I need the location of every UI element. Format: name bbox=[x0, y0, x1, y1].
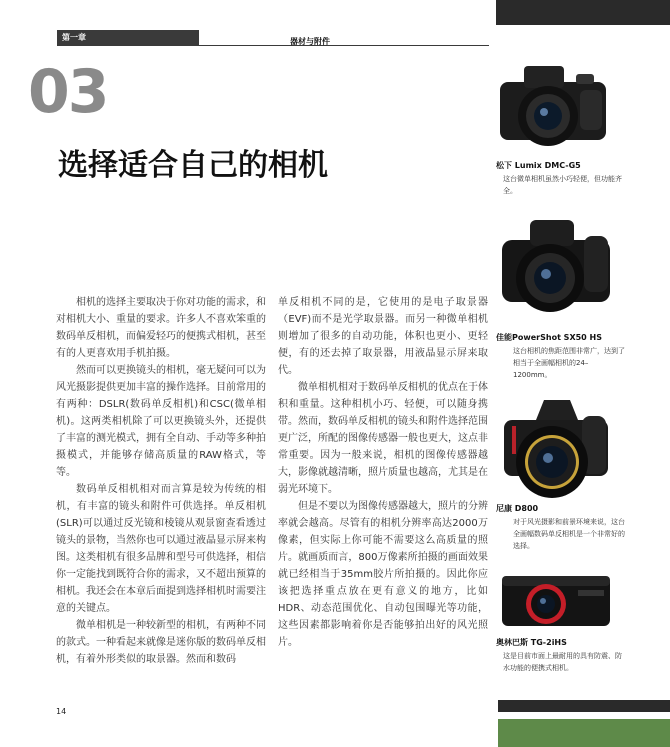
chapter-label: 第一章 bbox=[62, 33, 86, 42]
camera-description: 这台微单相机虽然小巧轻便，但功能齐全。 bbox=[503, 175, 622, 195]
page-title: 选择适合自己的相机 bbox=[58, 148, 328, 183]
camera-description: 这台相机的焦距范围非常广，达到了相当于全画幅相机的24–1200mm。 bbox=[513, 347, 625, 379]
header-dark-bar bbox=[496, 0, 670, 25]
camera-name: 佳能PowerShot SX50 HS bbox=[496, 333, 602, 342]
camera-description: 对于风光摄影和前景环境来说，这台全画幅数码单反相机是一个非常好的选择。 bbox=[513, 518, 625, 550]
camera-name: 尼康 D800 bbox=[496, 504, 539, 513]
camera-photo-nikon bbox=[496, 396, 616, 500]
paragraph: 微单相机相对于数码单反相机的优点在于体积和重量。这种相机小巧、轻便，可以随身携带。然而，数码单反相机的镜头和附件选择范围更广泛，所配的图像传感器一般也更大，这点非常重要。因为一般来说，相机的图像传感器越大，影像就越清晰，照片质量也越高，尤其是在弱光环境下。 bbox=[278, 382, 488, 495]
text-column-1 bbox=[56, 294, 266, 668]
text-column-2 bbox=[278, 294, 488, 651]
paragraph: 微单相机是一种较新型的相机，有两种不同的款式。一种看起来就像是迷你版的数码单反相机，有着外形类似的取景器。然而和数码 bbox=[56, 620, 266, 665]
section-label: 器材与附件 bbox=[290, 37, 330, 46]
camera-photo-olympus bbox=[496, 570, 616, 632]
footer-green-bar bbox=[498, 719, 670, 747]
paragraph: 单反相机不同的是，它使用的是电子取景器（EVF)而不是光学取景器。而另一种微单相机则增加了很多的自动功能，体积也更小、更轻便，有的还去掉了取景器，用液晶显示屏来取代。 bbox=[278, 297, 488, 376]
paragraph: 数码单反相机相对而言算是较为传统的相机，有丰富的镜头和附件可供选择。单反相机(SLR)可以通过反光镜和棱镜从观景窗查看透过镜头的景物，当然你也可以通过液晶显示屏来构图。这类相机有很多品牌和型号可供选择，相信你一定能找到既符合你的需求，又不超出预算的相机。我还会在本章后面提到选择相机时需要注意的关键点。 bbox=[56, 484, 266, 614]
footer-dark-bar bbox=[498, 700, 670, 712]
section-number: 03 bbox=[28, 57, 108, 127]
paragraph: 但是不要以为图像传感器越大，照片的分辨率就会越高。尽管有的相机分辨率高达2000万像素，但实际上你可能不需要这么高质量的照片。就画质而言，800万像素所拍摄的画面效果就已经相当于35mm胶片所拍摄的。因此你应该把选择重点放在更有意义的地方，比如HDR、动态范围优化、自动包围曝光等功能，这些因素都影响着你是否能够拍出好的风光照片。 bbox=[278, 501, 488, 648]
camera-name: 松下 Lumix DMC-G5 bbox=[496, 161, 581, 170]
page-number: 14 bbox=[56, 707, 67, 716]
camera-description: 这是目前市面上最耐用的具有防震、防水功能的便携式相机。 bbox=[503, 652, 622, 672]
camera-photo-panasonic bbox=[496, 60, 616, 160]
camera-name: 奥林巴斯 TG-2iHS bbox=[496, 638, 567, 647]
paragraph: 然而可以更换镜头的相机，毫无疑问可以为风光摄影提供更加丰富的操作选择。目前常用的有两种：DSLR(数码单反相机)和CSC(微单相机)。这两类相机除了可以更换镜头外，还提供了丰富的测光模式，拥有全自动、手动等多种拍摄模式，并能够存储高质量的RAW格式，等等。 bbox=[56, 365, 266, 478]
camera-photo-canon bbox=[496, 214, 616, 318]
paragraph: 相机的选择主要取决于你对功能的需求，和对相机大小、重量的要求。许多人不喜欢笨重的数码单反相机，而偏爱轻巧的便携式相机，甚至有的人更喜欢用手机拍摄。 bbox=[56, 297, 266, 359]
